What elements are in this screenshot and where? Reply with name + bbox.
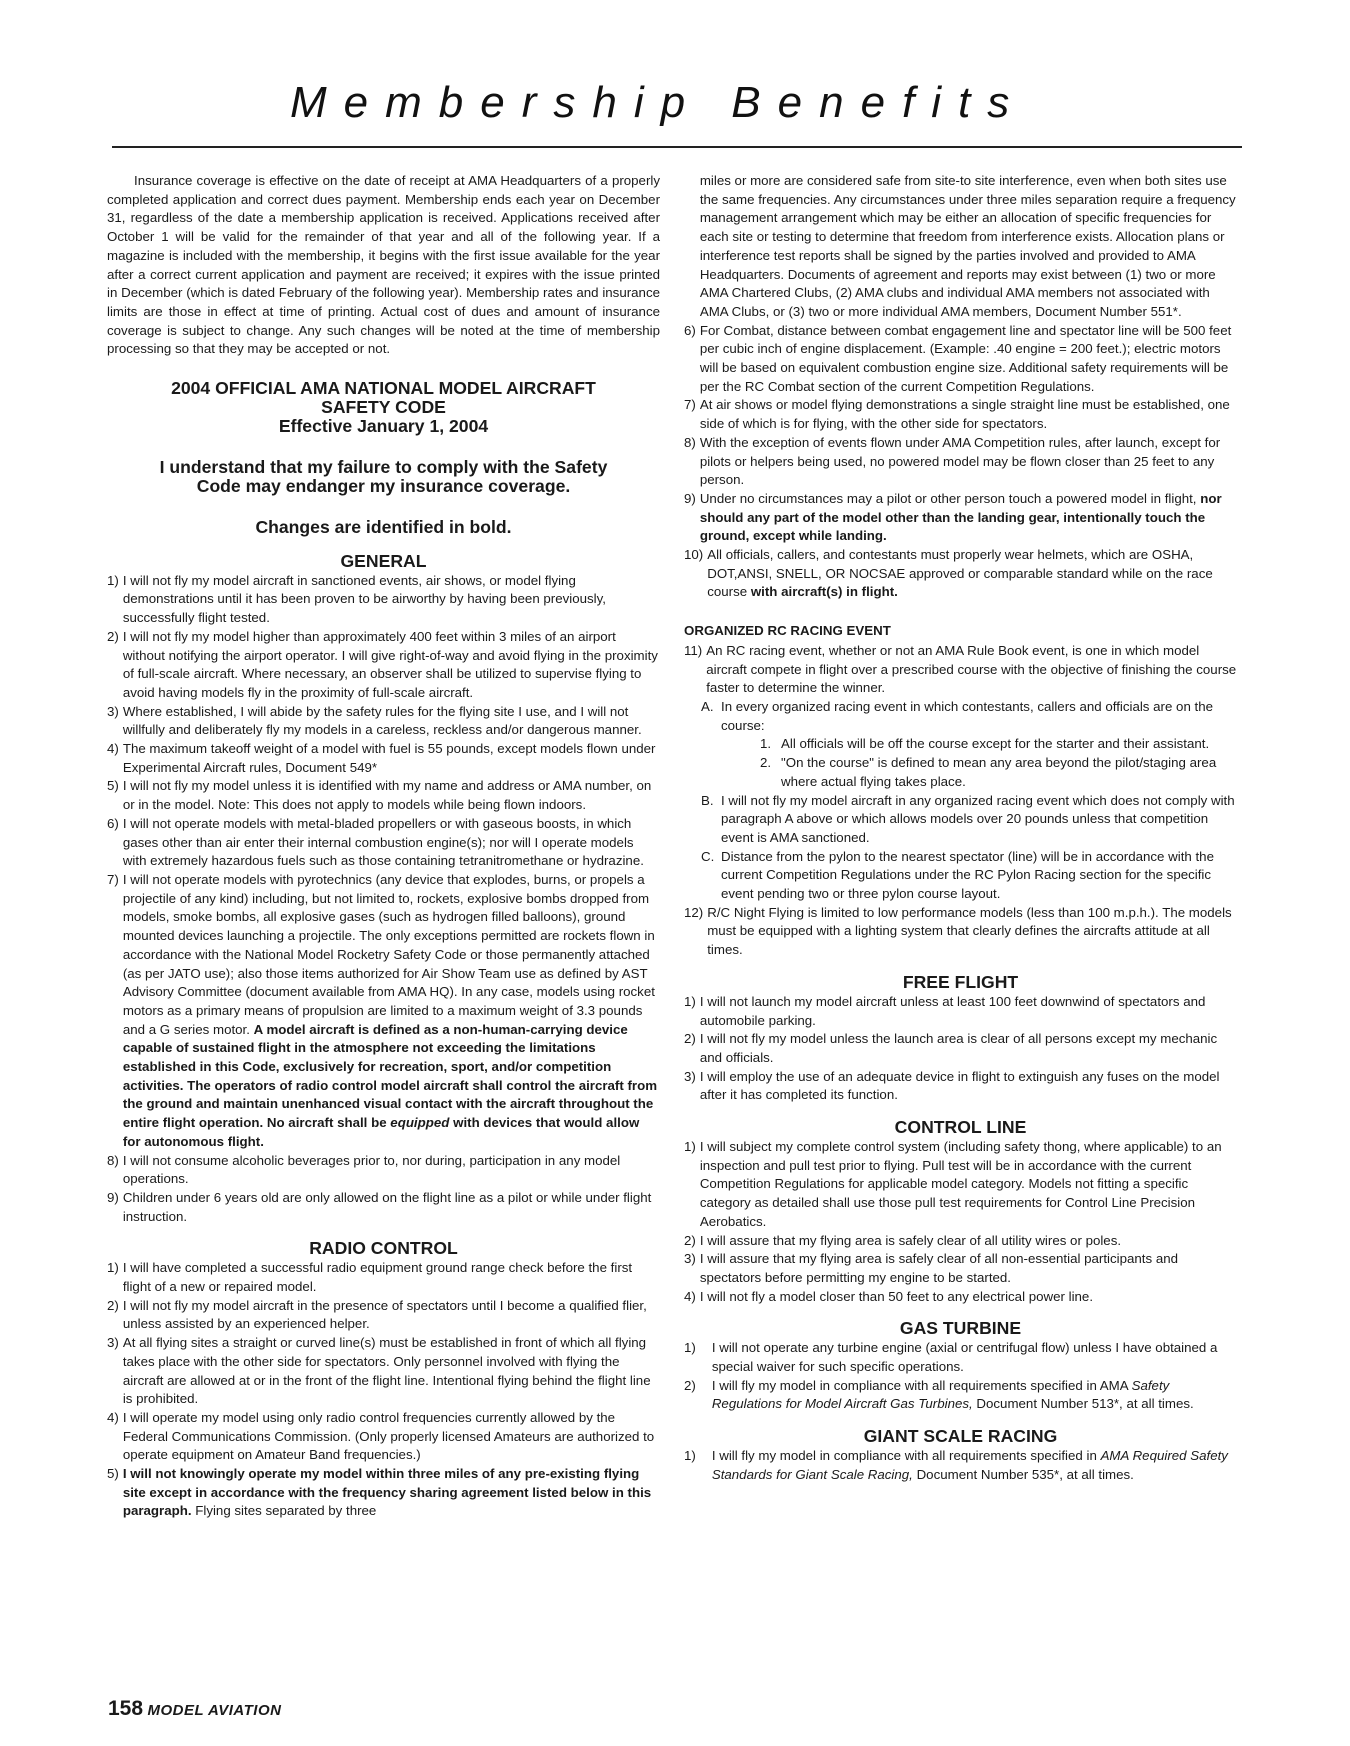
list-item <box>107 740 660 777</box>
item-number: 2) <box>684 1377 696 1393</box>
section-heading-control-line: CONTROL LINE <box>894 1117 1027 1138</box>
item-text: Where established, I will abide by the safety rules for the flying site I use, and I will not willfully and deliberately fly my models in a careless, reckless and/or dangerous manner. <box>122 703 642 738</box>
list-item <box>684 434 1237 490</box>
general-list <box>107 572 660 1227</box>
safety-code-title-line1: 2004 OFFICIAL AMA NATIONAL MODEL AIRCRAFT <box>171 378 596 399</box>
item-number: 1) <box>684 1340 696 1356</box>
item-text-end: Document Number 513*, at all times. <box>976 1396 1194 1412</box>
list-item <box>684 1447 1237 1484</box>
item-number: 9) <box>684 490 696 506</box>
item-text-regular: I will fly my model in compliance with all requirements specified in <box>711 1448 1097 1464</box>
list-item <box>107 1297 660 1334</box>
item-text: R/C Night Flying is limited to low performance models (less than 100 m.p.h.). The models must be equipped with a lighting system that clearly defines the aircrafts attitude at all times. <box>707 904 1232 958</box>
item-text: I will assure that my flying area is safely clear of all utility wires or poles. <box>699 1232 1122 1248</box>
item-number: 7) <box>107 871 119 887</box>
item-text: I will not fly my model unless the launch area is clear of all persons except my mechanic and officials. <box>699 1031 1218 1065</box>
item-number: 11) <box>684 642 703 658</box>
list-item <box>107 1152 660 1189</box>
item-text: The maximum takeoff weight of a model with fuel is 55 pounds, except models flown under Experimental Aircraft rules, Document 549* <box>122 741 656 775</box>
list-item <box>684 322 1237 397</box>
item-number: C. <box>701 848 715 864</box>
item-text: I will not fly my model aircraft in any organized racing event which does not comply with paragraph A above or which allows models over 20 pounds unless that competition event is AMA sanctioned. <box>721 792 1235 845</box>
safety-code-title-line3: Effective January 1, 2004 <box>278 416 489 437</box>
item-text-bold: with aircraft(s) in flight. <box>750 584 898 600</box>
safety-code-title-line2: SAFETY CODE <box>321 397 446 418</box>
item-text: I will not consume alcoholic beverages prior to, nor during, participation in any model operations. <box>122 1152 621 1187</box>
item-text: I will subject my complete control system (including safety thong, where applicable) to an inspection and pull test prior to flying. Pull test will be in accordance with the current Competition Regulations for applicable model category. Models not fitting a specific category as detailed shall use those pull test requirements for Control Line Precision Aerobatics. <box>699 1139 1222 1229</box>
item-number: 2. <box>760 755 772 771</box>
list-item <box>684 1068 1237 1105</box>
left-column <box>107 172 660 1521</box>
item-text: "On the course" is defined to mean any area beyond the pilot/staging area where actual flying takes place. <box>781 755 1217 789</box>
section-heading-free-flight: FREE FLIGHT <box>902 971 1019 992</box>
item-text: For Combat, distance between combat engagement line and spectator line will be 500 feet per cubic inch of engine displacement. (Example: .40 engine = 200 feet.); electric motors will be based on equivalent combustion engine size. Additional safety requirements will be per the RC Combat section of the current Competition Regulations. <box>699 322 1232 394</box>
item-number: 2) <box>684 1232 696 1248</box>
list-item <box>684 1250 1237 1287</box>
changes-note: Changes are identified in bold. <box>255 517 512 538</box>
item-text-regular: I will not operate models with pyrotechnics (any device that explodes, burns, or propels a projectile of any kind) including, but not limited to, rockets, explosive bombs dropped from models, smoke bombs, all explosive gases (such as hydrogen filled balloons), ground mounted devices launching a projectile. The only exceptions permitted are rockets flown in accordance with the National Model Rocketry Safety Code or those permanently attached (as per JATO use); also those items authorized for Air Show Team use as defined by AST Advisory Committee (document available from AMA HQ). In any case, models using rocket motors as a primary means of propulsion are limited to a maximum weight of 3.3 pounds and a G series motor. <box>122 871 655 1037</box>
item-text-regular: Flying sites separated by three <box>195 1503 377 1519</box>
list-item <box>684 396 1237 433</box>
list-item <box>684 1030 1237 1067</box>
list-item-continued <box>684 172 1237 322</box>
item-text <box>123 871 660 1152</box>
item-number: 3) <box>684 1068 696 1084</box>
section-heading-giant-scale: GIANT SCALE RACING <box>863 1426 1058 1447</box>
item-number: 4) <box>107 1409 119 1425</box>
item-text: I will operate my model using only radio control frequencies currently allowed by the Federal Communications Commission. (Only properly licensed Amateurs are authorized to operate equipment on Amateur Band frequencies.) <box>122 1409 655 1463</box>
list-item <box>107 1334 660 1409</box>
item-number: 1) <box>684 1139 696 1155</box>
section-heading-organized-rc: ORGANIZED RC RACING EVENT <box>684 623 891 639</box>
sub-item <box>684 792 1237 848</box>
item-text-end: Document Number 535*, at all times. <box>916 1466 1134 1482</box>
list-item <box>684 904 1237 960</box>
list-item <box>684 1138 1237 1232</box>
right-column <box>684 172 1237 1485</box>
item-number: 3) <box>684 1251 696 1267</box>
item-number: 2) <box>107 1297 119 1313</box>
item-number: 2) <box>107 628 119 644</box>
item-text: I will not fly my model aircraft in the presence of spectators until I become a qualified flier, unless assisted by an experienced helper. <box>122 1297 647 1332</box>
item-text: With the exception of events flown under AMA Competition rules, after launch, except for pilots or helpers being used, no powered model may be flown closer than 25 feet to any person. <box>699 434 1221 488</box>
item-text <box>712 1447 1237 1484</box>
item-number: 12) <box>684 904 704 920</box>
item-number: A. <box>701 698 714 714</box>
item-number: 7) <box>684 397 696 413</box>
item-text: At all flying sites a straight or curved line(s) must be established in front of which all flying takes place with the other side for spectators. Only personnel involved with flying the aircraft are allowed at or in the front of the flight line. Intentional flying behind the flight line is prohibited. <box>122 1335 651 1407</box>
item-text: I will not fly my model unless it is identified with my name and address or AMA number, on or in the model. Note: This does not apply to models while being flown indoors. <box>122 778 652 813</box>
list-item <box>107 815 660 871</box>
list-item <box>107 628 660 703</box>
item-text: At air shows or model flying demonstrations a single straight line must be established, one side of which is for flying, with the other side for spectators. <box>699 397 1230 432</box>
item-number: 5) <box>107 1466 119 1482</box>
intro-paragraph: Insurance coverage is effective on the date of receipt at AMA Headquarters of a properly completed application and correct dues payment. Membership ends each year on December 31, regardless of the date a membership application is received. Applications received after October 1 will be valid for the remainder of that year and all of the following year. If a magazine is included with the membership, it begins with the first issue available for the year after a correct current application and payment are received; it expires with the issue printed in December (which is dated February of the following year). Membership rates and insurance limits are those in effect at time of printing. Actual cost of dues and amount of insurance coverage is subject to change. Any such changes will be noted at the time of membership processing so that they may be accepted or not. <box>107 173 660 357</box>
section-heading-gas-turbine: GAS TURBINE <box>899 1318 1022 1339</box>
item-number: 3) <box>107 703 119 719</box>
page-title: Membership Benefits <box>290 78 1027 127</box>
item-text: I will not fly a model closer than 50 feet to any electrical power line. <box>699 1288 1094 1304</box>
item-text <box>700 490 1237 546</box>
sub-sub-item <box>684 735 1237 754</box>
item-text: Distance from the pylon to the nearest spectator (line) will be in accordance with the current Competition Regulations under the RC Pylon Racing section for the specific event pending two or three pylon course layout. <box>721 848 1214 902</box>
section-heading-radio-control: RADIO CONTROL <box>309 1238 458 1259</box>
list-item <box>684 1377 1237 1414</box>
list-item <box>684 993 1237 1030</box>
radio-control-list <box>107 1259 660 1521</box>
item-number: 10) <box>684 547 704 563</box>
list-item <box>684 642 1237 698</box>
item-text: I will not operate models with metal-bladed propellers or with gaseous boosts, in which gases other than air enter their internal combustion engine(s); nor will I operate models with extremely hazardous fuels such as those containing tetranitromethane or hydrazine. <box>122 815 644 869</box>
list-item <box>107 1465 660 1521</box>
sub-item <box>684 698 1237 735</box>
header-rule <box>112 146 1242 148</box>
list-item <box>684 1232 1237 1251</box>
list-item <box>684 1288 1237 1307</box>
item-text-regular: Under no circumstances may a pilot or other person touch a powered model in flight, <box>699 490 1197 506</box>
page-footer <box>108 1697 281 1721</box>
item-text-regular: All officials, callers, and contestants must properly wear helmets, which are OSHA, DOT,ANSI, SNELL, OR NOCSAE approved or comparable standard while on the race course <box>707 547 1213 600</box>
item-number: 8) <box>107 1152 119 1168</box>
item-number: 4) <box>684 1288 696 1304</box>
understand-statement <box>107 458 660 496</box>
item-number: 8) <box>684 434 696 450</box>
item-number: 1) <box>107 1260 119 1276</box>
item-text <box>707 546 1237 602</box>
item-number: 2) <box>684 1031 696 1047</box>
item-number: B. <box>701 792 714 808</box>
list-item <box>107 572 660 628</box>
item-number: 1) <box>684 1448 696 1464</box>
list-item <box>684 546 1237 602</box>
item-number: 6) <box>107 815 119 831</box>
sub-item <box>684 848 1237 904</box>
item-text-bold-end: with devices that would allow for autonomous flight. <box>122 1115 640 1149</box>
item-number: 1) <box>107 572 119 588</box>
list-item <box>107 703 660 740</box>
item-number: 6) <box>684 322 696 338</box>
item-number: 3) <box>107 1335 119 1351</box>
item-number: 1) <box>684 993 696 1009</box>
item-text: I will not launch my model aircraft unless at least 100 feet downwind of spectators and automobile parking. <box>699 993 1206 1028</box>
item-number: 4) <box>107 741 119 757</box>
item-text: Children under 6 years old are only allowed on the flight line as a pilot or while under flight instruction. <box>122 1189 652 1224</box>
list-item <box>107 777 660 814</box>
list-item <box>684 490 1237 546</box>
section-heading-general: GENERAL <box>340 550 427 571</box>
item-number: 9) <box>107 1189 119 1205</box>
page-number: 158 <box>108 1697 144 1720</box>
sub-sub-item <box>684 754 1237 791</box>
list-item <box>684 1339 1237 1376</box>
item-text-italic: AMA Required Safety Standards for Giant Scale Racing, <box>711 1448 1228 1482</box>
list-item <box>107 1189 660 1226</box>
item-text: I will have completed a successful radio equipment ground range check before the first flight of a new or repaired model. <box>122 1260 633 1295</box>
item-text <box>123 1465 660 1521</box>
item-text: An RC racing event, whether or not an AMA Rule Book event, is one in which model aircraft compete in flight over a prescribed course with the objective of finishing the course faster to determine the winner. <box>706 642 1237 696</box>
item-text: I will not fly my model higher than approximately 400 feet within 3 miles of an airport without notifying the airport operator. I will give right-of-way and avoid flying in the proximity of full-scale aircraft. Where necessary, an observer shall be utilized to supervise flying to avoid having models fly in the proximity of full-scale aircraft. <box>122 628 658 700</box>
list-item <box>107 871 660 1152</box>
understand-line1: I understand that my failure to comply with the Safety <box>159 457 608 478</box>
item-text-bold: A model aircraft is defined as a non-human-carrying device capable of sustained flight in the atmosphere not exceeding the limitations established in this Code, exclusively for recreation, sport, and/or competition activities. The operators of radio control model aircraft shall control the aircraft from the ground and maintain unenhanced visual contact with the aircraft throughout the entire flight operation. No aircraft shall be <box>122 1021 658 1131</box>
item-number: 5) <box>107 778 119 794</box>
item-text: I will assure that my flying area is safely clear of all non-essential participants and spectators before permitting my engine to be started. <box>699 1251 1179 1285</box>
item-text <box>712 1377 1237 1414</box>
item-text: I will not operate any turbine engine (axial or centrifugal flow) unless I have obtained a special waiver for such specific operations. <box>711 1340 1218 1375</box>
item-text: All officials will be off the course except for the starter and their assistant. <box>781 736 1210 752</box>
magazine-name: MODEL AVIATION <box>147 1702 282 1719</box>
list-item <box>107 1409 660 1465</box>
item-text: I will employ the use of an adequate device in flight to extinguish any fuses on the model after it has completed its function. <box>699 1068 1220 1103</box>
item-text-italic: Safety Regulations for Model Aircraft Gas Turbines, <box>711 1377 1170 1412</box>
understand-line2: Code may endanger my insurance coverage. <box>196 476 571 497</box>
item-number: 1. <box>760 736 772 752</box>
list-item <box>107 1259 660 1296</box>
item-text: I will not fly my model aircraft in sanctioned events, air shows, or model flying demonstrations until it has been proven to be airworthy by having been previously, successfully flight tested. <box>122 572 606 626</box>
item-text-regular: I will fly my model in compliance with all requirements specified in AMA <box>711 1377 1128 1393</box>
item-text-bold: nor should any part of the model other than the landing gear, intentionally touch the ground, except while landing. <box>699 490 1222 544</box>
item-text-bold: I will not knowingly operate my model within three miles of any pre-existing flying site except in accordance with the frequency sharing agreement listed below in this paragraph. <box>122 1466 652 1519</box>
item-text: miles or more are considered safe from site-to site interference, even when both sites use the same frequencies. Any circumstances under three miles separation require a frequency management arrangement which may be either an allocation of specific frequencies for each site or testing to determine that freedom from interference exists. Allocation plans or interference test reports shall be signed by the parties involved and provided to AMA Headquarters. Documents of agreement and reports may exist between (1) two or more AMA Chartered Clubs, (2) AMA clubs and individual AMA members not associated with AMA Clubs, or (3) two or more individual AMA members, Document Number 551*. <box>699 173 1236 319</box>
item-text: In every organized racing event in which contestants, callers and officials are on the course: <box>721 698 1214 733</box>
safety-code-title <box>107 379 660 436</box>
item-text-bold-italic: equipped <box>390 1115 450 1131</box>
